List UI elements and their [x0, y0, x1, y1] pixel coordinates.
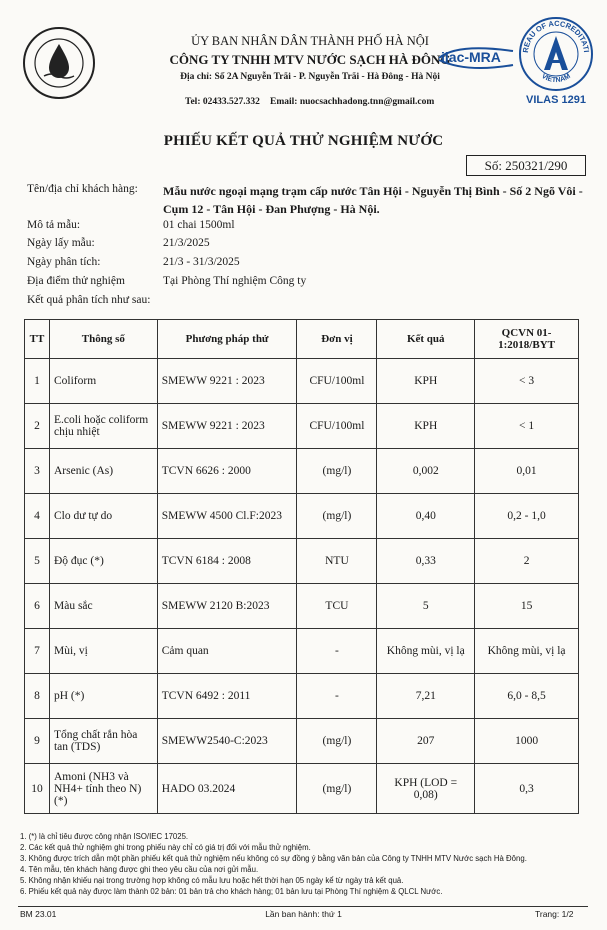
test-location-label: Địa điểm thử nghiệm: [27, 275, 125, 287]
company-logo: [22, 26, 96, 100]
cell-result: 7,21: [377, 674, 475, 719]
cell-parameter: Độ đục (*): [49, 539, 157, 584]
vilas-number: VILAS 1291: [526, 94, 586, 106]
cell-unit: CFU/100ml: [297, 404, 377, 449]
sampling-date-value: 21/3/2025: [163, 237, 210, 249]
cell-no: 3: [25, 449, 50, 494]
footnote-2: 2. Các kết quả thử nghiệm ghi trong phiếu này chỉ có giá trị đối với mẫu thử nghiệm.: [20, 843, 311, 852]
col-header-parameter: Thông số: [49, 320, 157, 359]
table-row: [25, 359, 579, 404]
footnote-4: 4. Tên mẫu, tên khách hàng được ghi theo yêu cầu của nơi gửi mẫu.: [20, 865, 259, 874]
cell-no: 10: [25, 764, 50, 814]
cell-method: TCVN 6492 : 2011: [157, 674, 297, 719]
col-header-result: Kết quả: [377, 320, 475, 359]
org-line-2: CÔNG TY TNHH MTV NƯỚC SẠCH HÀ ĐÔNG: [169, 52, 451, 67]
table-row: [25, 539, 579, 584]
cell-unit: (mg/l): [297, 764, 377, 814]
ilac-mra-logo: [437, 45, 515, 71]
cell-result: Không mùi, vị lạ: [377, 629, 475, 674]
cell-unit: NTU: [297, 539, 377, 584]
issue-number: Lần ban hành: thứ 1: [265, 909, 342, 919]
footnote-1: 1. (*) là chỉ tiêu được công nhận ISO/IEC 17025.: [20, 832, 189, 841]
results-table: [24, 319, 579, 814]
cell-standard: 2: [475, 539, 579, 584]
cell-unit: (mg/l): [297, 719, 377, 764]
cell-method: Cảm quan: [157, 629, 297, 674]
cell-method: SMEWW2540-C:2023: [157, 719, 297, 764]
cell-parameter: Coliform: [49, 359, 157, 404]
cell-parameter: pH (*): [49, 674, 157, 719]
test-location-value: Tại Phòng Thí nghiệm Công ty: [163, 275, 307, 287]
cell-result: 5: [377, 584, 475, 629]
table-row: [25, 404, 579, 449]
customer-label: Tên/địa chỉ khách hàng:: [27, 183, 138, 195]
cell-method: SMEWW 4500 Cl.F:2023: [157, 494, 297, 539]
org-tel: Tel: 02433.527.332: [185, 97, 260, 107]
footnote-3: 3. Không được trích dẫn một phần phiếu kết quả thử nghiệm nếu không có sự đồng ý bằng văn bản của Công ty TNHH MTV Nước sạch Hà Đông.: [20, 854, 527, 863]
cell-unit: (mg/l): [297, 494, 377, 539]
org-address: Địa chỉ: Số 2A Nguyễn Trãi - P. Nguyễn Trãi - Hà Đông - Hà Nội: [180, 72, 440, 82]
cell-result: KPH: [377, 404, 475, 449]
cell-parameter: Màu sắc: [49, 584, 157, 629]
cell-no: 7: [25, 629, 50, 674]
cell-parameter: Amoni (NH3 và NH4+ tính theo N) (*): [49, 764, 157, 814]
cell-standard: 0,2 - 1,0: [475, 494, 579, 539]
org-line-1: ỦY BAN NHÂN DÂN THÀNH PHỐ HÀ NỘI: [191, 34, 429, 48]
cell-method: HADO 03.2024: [157, 764, 297, 814]
org-email: Email: nuocsachhadong.tnn@gmail.com: [270, 97, 435, 107]
cell-no: 2: [25, 404, 50, 449]
table-row: [25, 584, 579, 629]
table-header-row: [25, 320, 579, 359]
table-row: [25, 674, 579, 719]
ilac-mra-text: ilac-MRA: [441, 49, 501, 65]
sample-desc-value: 01 chai 1500ml: [163, 219, 235, 231]
cell-no: 9: [25, 719, 50, 764]
cell-method: SMEWW 9221 : 2023: [157, 359, 297, 404]
footnote-6: 6. Phiếu kết quả này được làm thành 02 bản: 01 bản trả cho khách hàng; 01 bản lưu tại Phòng Thí nghiệm & QLCL Nước.: [20, 887, 443, 896]
results-intro: Kết quả phân tích như sau:: [27, 294, 151, 306]
page-title: PHIẾU KẾT QUẢ THỬ NGHIỆM NƯỚC: [163, 133, 444, 149]
table-row: [25, 449, 579, 494]
cell-standard: 6,0 - 8,5: [475, 674, 579, 719]
analysis-date-value: 21/3 - 31/3/2025: [163, 256, 240, 268]
cell-parameter: Arsenic (As): [49, 449, 157, 494]
cell-method: SMEWW 2120 B:2023: [157, 584, 297, 629]
cell-standard: Không mùi, vị lạ: [475, 629, 579, 674]
table-row: [25, 764, 579, 814]
col-header-unit: Đơn vị: [297, 320, 377, 359]
boa-ring-bottom: VIETNAM: [540, 72, 572, 85]
cell-method: SMEWW 9221 : 2023: [157, 404, 297, 449]
cell-method: TCVN 6626 : 2000: [157, 449, 297, 494]
cell-no: 5: [25, 539, 50, 584]
cell-method: TCVN 6184 : 2008: [157, 539, 297, 584]
form-code: BM 23.01: [20, 909, 57, 919]
cell-result: KPH: [377, 359, 475, 404]
footnote-5: 5. Không nhận khiếu nại trong trường hợp không có mẫu lưu hoặc hết thời hạn 05 ngày kể từ ngày trả kết quả.: [20, 876, 404, 885]
page-number: Trang: 1/2: [535, 909, 574, 919]
cell-result: 0,002: [377, 449, 475, 494]
sampling-date-label: Ngày lấy mẫu:: [27, 237, 95, 249]
customer-value: Mẫu nước ngoại mạng trạm cấp nước Tân Hội - Nguyễn Thị Bình - Số 2 Ngõ Vôi - Cụm 12 - Tân Hội - Đan Phượng - Hà Nội.: [163, 184, 583, 216]
table-row: [25, 629, 579, 674]
cell-standard: 15: [475, 584, 579, 629]
cell-no: 1: [25, 359, 50, 404]
cell-no: 4: [25, 494, 50, 539]
boa-ring-top: REAU OF ACCREDITATI: [520, 18, 591, 54]
report-number: Số: 250321/290: [466, 155, 586, 176]
analysis-date-label: Ngày phân tích:: [27, 256, 101, 268]
cell-result: KPH (LOD = 0,08): [377, 764, 475, 814]
cell-result: 207: [377, 719, 475, 764]
sample-desc-label: Mô tả mẫu:: [27, 219, 81, 231]
cell-parameter: Clo dư tự do: [49, 494, 157, 539]
cell-result: 0,40: [377, 494, 475, 539]
cell-standard: < 1: [475, 404, 579, 449]
cell-unit: -: [297, 629, 377, 674]
cell-unit: TCU: [297, 584, 377, 629]
cell-standard: 0,3: [475, 764, 579, 814]
cell-parameter: E.coli hoặc coliform chịu nhiệt: [49, 404, 157, 449]
cell-no: 6: [25, 584, 50, 629]
boa-logo: [518, 16, 594, 92]
footer-divider: [18, 906, 588, 907]
cell-unit: (mg/l): [297, 449, 377, 494]
cell-parameter: Tổng chất rắn hòa tan (TDS): [49, 719, 157, 764]
cell-unit: -: [297, 674, 377, 719]
cell-parameter: Mùi, vị: [49, 629, 157, 674]
cell-standard: 0,01: [475, 449, 579, 494]
cell-standard: < 3: [475, 359, 579, 404]
col-header-standard: QCVN 01-1:2018/BYT: [475, 320, 579, 359]
col-header-no: TT: [25, 320, 50, 359]
cell-no: 8: [25, 674, 50, 719]
svg-text:VIETNAM: [540, 73, 572, 84]
cell-standard: 1000: [475, 719, 579, 764]
cell-unit: CFU/100ml: [297, 359, 377, 404]
table-row: [25, 494, 579, 539]
table-row: [25, 719, 579, 764]
col-header-method: Phương pháp thử: [157, 320, 297, 359]
cell-result: 0,33: [377, 539, 475, 584]
